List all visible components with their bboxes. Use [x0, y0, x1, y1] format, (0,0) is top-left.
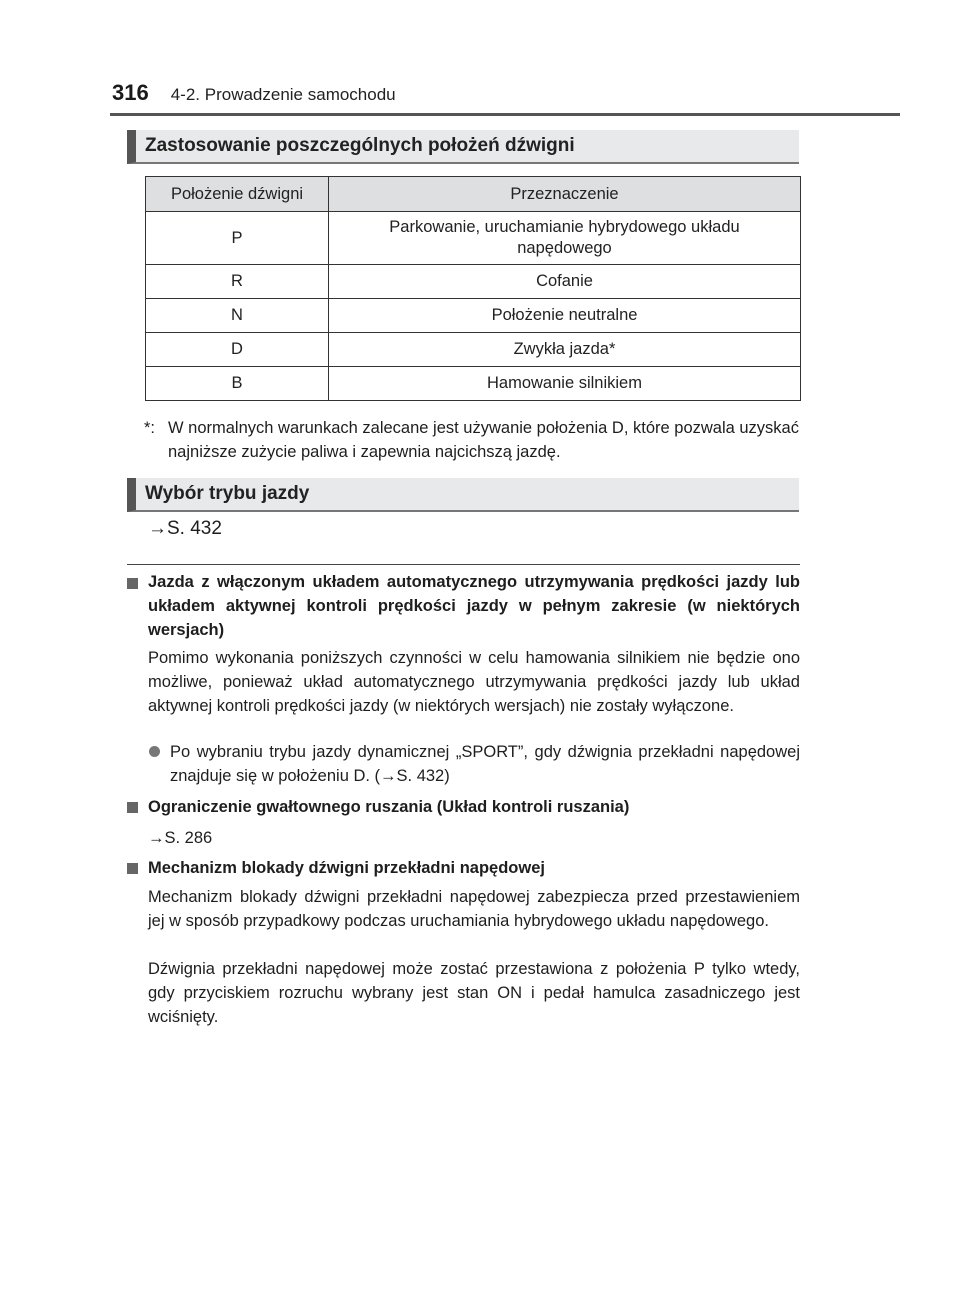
- note-square-icon: [127, 863, 138, 874]
- note-square-icon: [127, 578, 138, 589]
- note-bullet-sport-mode: Po wybraniu trybu jazdy dynamicznej „SPORT”, gdy dźwignia przekładni napędowej znajduje się w położeniu D. (→S. 432): [170, 743, 800, 785]
- position-cell: N: [146, 299, 329, 333]
- note-heading-shift-lock: Mechanizm blokady dźwigni przekładni napędowej: [148, 859, 545, 877]
- note-body-shift-lock-2: Dźwignia przekładni napędowej może zostać przestawiona z położenia P tylko wtedy, gdy przyciskiem rozruchu wybrany jest stan ON i pedał hamulca zasadniczego jest wciśnięty.: [148, 960, 800, 1026]
- bullet-dot-icon: [149, 746, 160, 757]
- position-cell: B: [146, 367, 329, 401]
- note-body-shift-lock: Mechanizm blokady dźwigni przekładni napędowej zabezpiecza przed przestawieniem jej w sposób przypadkowy podczas uruchamiania hybrydowego układu napędowego.: [148, 888, 800, 930]
- header-line: [112, 80, 396, 106]
- purpose-cell: [329, 212, 801, 265]
- page-number: 316: [112, 80, 149, 105]
- footnote-mark: *:: [144, 419, 156, 437]
- purpose-cell: Zwykła jazda*: [329, 333, 801, 367]
- column-header-purpose: Przeznaczenie: [329, 177, 801, 212]
- section-title-drive-mode: Wybór trybu jazdy: [127, 478, 799, 512]
- section-title-lever-positions: Zastosowanie poszczególnych położeń dźwigni: [127, 130, 799, 164]
- purpose-cell: Cofanie: [329, 265, 801, 299]
- table-header-row: [146, 177, 801, 212]
- page-reference-link[interactable]: →S. 432: [148, 518, 222, 539]
- lever-positions-table: [145, 176, 801, 401]
- purpose-cell: Położenie neutralne: [329, 299, 801, 333]
- note-heading-cruise-control: Jazda z włączonym układem automatycznego utrzymywania prędkości jazdy lub układem aktywnej kontroli prędkości jazdy w pełnym zakresie (w niektórych wersjach): [148, 573, 800, 639]
- column-header-position: Położenie dźwigni: [146, 177, 329, 212]
- purpose-cell: Hamowanie silnikiem: [329, 367, 801, 401]
- header-rule: [110, 113, 900, 116]
- chapter-title: 4-2. Prowadzenie samochodu: [170, 85, 396, 104]
- table-row: [146, 333, 801, 367]
- note-square-icon: [127, 802, 138, 813]
- table-row: [146, 212, 801, 265]
- table-row: [146, 299, 801, 333]
- page-reference-link[interactable]: →S. 286: [148, 829, 213, 847]
- note-heading-launch-control: Ograniczenie gwałtownego ruszania (Układ kontroli ruszania): [148, 798, 630, 816]
- purpose-line: napędowego: [517, 239, 612, 257]
- section-divider: [127, 564, 800, 565]
- position-cell: R: [146, 265, 329, 299]
- position-cell: D: [146, 333, 329, 367]
- table-footnote: [144, 416, 799, 464]
- footnote-text: W normalnych warunkach zalecane jest używanie położenia D, które pozwala uzyskać najniższe zużycie paliwa i zapewnia najcichszą jazdę.: [168, 419, 799, 461]
- note-body-cruise-control: Pomimo wykonania poniższych czynności w celu hamowania silnikiem nie będzie ono możliwe, ponieważ układ automatycznego utrzymywania prędkości jazdy lub układ aktywnej kontroli prędkości jazdy (w niektórych wersjach) nie zostały wyłączone.: [148, 649, 800, 715]
- position-cell: P: [146, 212, 329, 265]
- table-row: [146, 367, 801, 401]
- table-row: [146, 265, 801, 299]
- purpose-line: Parkowanie, uruchamianie hybrydowego układu: [389, 218, 740, 236]
